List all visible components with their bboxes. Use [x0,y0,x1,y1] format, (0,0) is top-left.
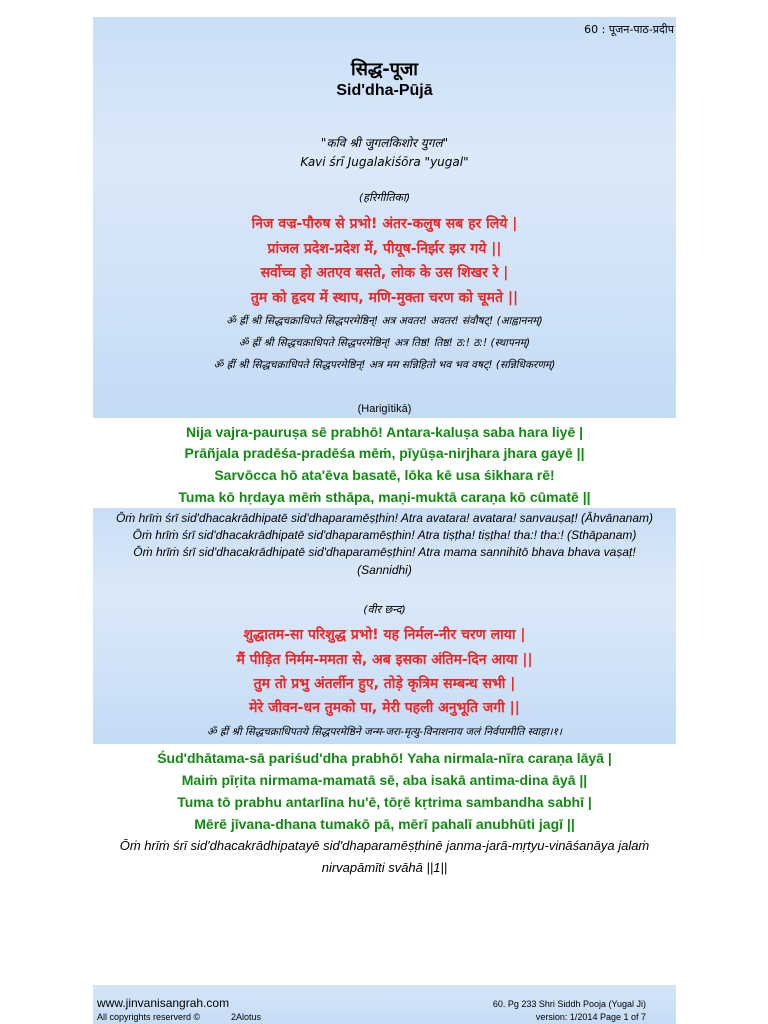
verse-hindi-line: तुम को हृदय में स्थाप, मणि-मुक्ता चरण को चूमते || [250,290,519,306]
verse-hindi-line: शुद्धातम-सा परिशुद्ध प्रभो! यह निर्मल-नीर चरण लाया | [243,627,526,643]
page-footer [93,985,676,1024]
verse-roman-line: Tuma tō prabhu antarlīna hu'ē, tōṛē kṛtrima sambandha sabhī | [177,794,592,810]
page-reference: 60 : पूजन-पाठ-प्रदीप [584,23,674,36]
page-title-roman: Sid'dha-Pūjā [336,82,433,99]
mantra-hindi-line: ॐ ह्रीं श्री सिद्धचक्राधिपते सिद्धपरमेष्ठिन्! अत्र अवतर! अवतर! संवौषट्! (आह्वाननम्) [226,315,543,327]
verse-hindi-line: सर्वोच्च हो अतएव बसते, लोक के उस शिखर रे | [260,265,509,281]
verse-roman-line: Śud'dhātama-sā pariśud'dha prabhō! Yaha nirmala-nīra caraṇa lāyā | [157,750,612,766]
website-link[interactable]: www.jinvanisangrah.com [97,996,230,1010]
verse-roman-line: Prāñjala pradēśa-pradēśa mēṁ, pīyūṣa-nirjhara jhara gayē || [184,445,585,461]
verse-roman-line: Maiṁ pīṛita nirmama-mamatā sē, aba isakā antima-dina āyā || [181,772,588,788]
verse-hindi-line: तुम तो प्रभु अंतर्लीन हुए, तोड़े कृत्रिम सम्बन्ध सभी | [253,676,516,692]
verse-hindi-line: मेरे जीवन-धन तुमको पा, मेरी पहली अनुभूति जगी || [249,700,520,716]
copyright-notice: All copyrights reserverd © [97,1012,201,1022]
page-title-hindi: सिद्ध-पूजा [351,59,418,80]
mantra-hindi-line: ॐ ह्रीं श्री सिद्धचक्राधिपते सिद्धपरमेष्ठिन्! अत्र मम सन्निहितो भव भव वषट्! (सन्निधिकरणम्) [213,359,556,371]
verse-roman-line: Mērē jīvana-dhana tumakō pā, mērī pahalī anubhūti jagī || [194,816,575,832]
verse-roman-line: Nija vajra-pauruṣa sē prabhō! Antara-kaluṣa saba hara liyē | [185,424,584,440]
mantra-roman-line: Ōṁ hrīṁ śrī sid'dhacakrādhipatē sid'dhaparamēṣṭhin! Atra avatara! avatara! sanvauṣaṭ! (Āhvānanam) [115,511,654,525]
verse-hindi-line: निज वज्र-पौरुष से प्रभो! अंतर-कलुष सब हर लिये | [251,216,518,232]
mantra-hindi-line: ॐ ह्रीं श्री सिद्धचक्राधिपतये सिद्धपरमेष्ठिने जन्म-जरा-मृत्यु-विनाशनाय जलं निर्वपामीति स्वाहा।१। [207,726,562,738]
mantra-roman-line: Ōṁ hrīṁ śrī sid'dhacakrādhipatayē sid'dhaparamēṣṭhinē janma-jarā-mṛtyu-vināśanāya jalaṁ [119,838,650,853]
verse-roman-line: Tuma kō hṛdaya mēṁ sthāpa, maṇi-muktā caraṇa kō cūmatē || [178,489,591,505]
source-reference: 60. Pg 233 Shri Siddh Pooja (Yugal Ji) [492,999,646,1009]
meter-label-hindi: (वीर छन्द) [363,603,406,616]
mantra-roman-line: Ōṁ hrīṁ śrī sid'dhacakrādhipatē sid'dhaparamēṣṭhin! Atra mama sannihitō bhava bhava vaṣaṭ! [133,545,636,559]
verse-hindi-line: प्रांजल प्रदेश-प्रदेश में, पीयूष-निर्झर झर गये || [267,241,502,257]
author-roman: Kavi śrī Jugalakiśōra "yugal" [300,155,469,169]
mantra-hindi-line: ॐ ह्रीं श्री सिद्धचक्राधिपते सिद्धपरमेष्ठिन्! अत्र तिष्ठ! तिष्ठ! ठ:! ठ:! (स्थापनम्) [238,337,531,349]
author-hindi: "कवि श्री जुगलकिशोर युगल" [320,136,449,150]
verse-roman-line: Sarvōcca hō ata'ēva basatē, lōka kē usa śikhara rē! [214,467,555,483]
credit-text: 2Alotus [231,1012,262,1022]
mantra-roman-line: nirvapāmīti svāhā ||1|| [321,860,448,875]
meter-label-roman: (Harigītikā) [357,403,412,415]
meter-label-hindi: (हरिगीतिका) [358,191,411,204]
mantra-roman-line: Ōṁ hrīṁ śrī sid'dhacakrādhipatē sid'dhaparamēṣṭhin! Atra tiṣṭha! tiṣṭha! tha:! tha:! (Sthāpanam) [132,528,637,542]
mantra-roman-line: (Sannidhi) [357,563,412,577]
verse-hindi-line: मैं पीड़ित निर्मम-ममता से, अब इसका अंतिम-दिन आया || [236,652,533,668]
version-info: version: 1/2014 Page 1 of 7 [535,1012,646,1022]
